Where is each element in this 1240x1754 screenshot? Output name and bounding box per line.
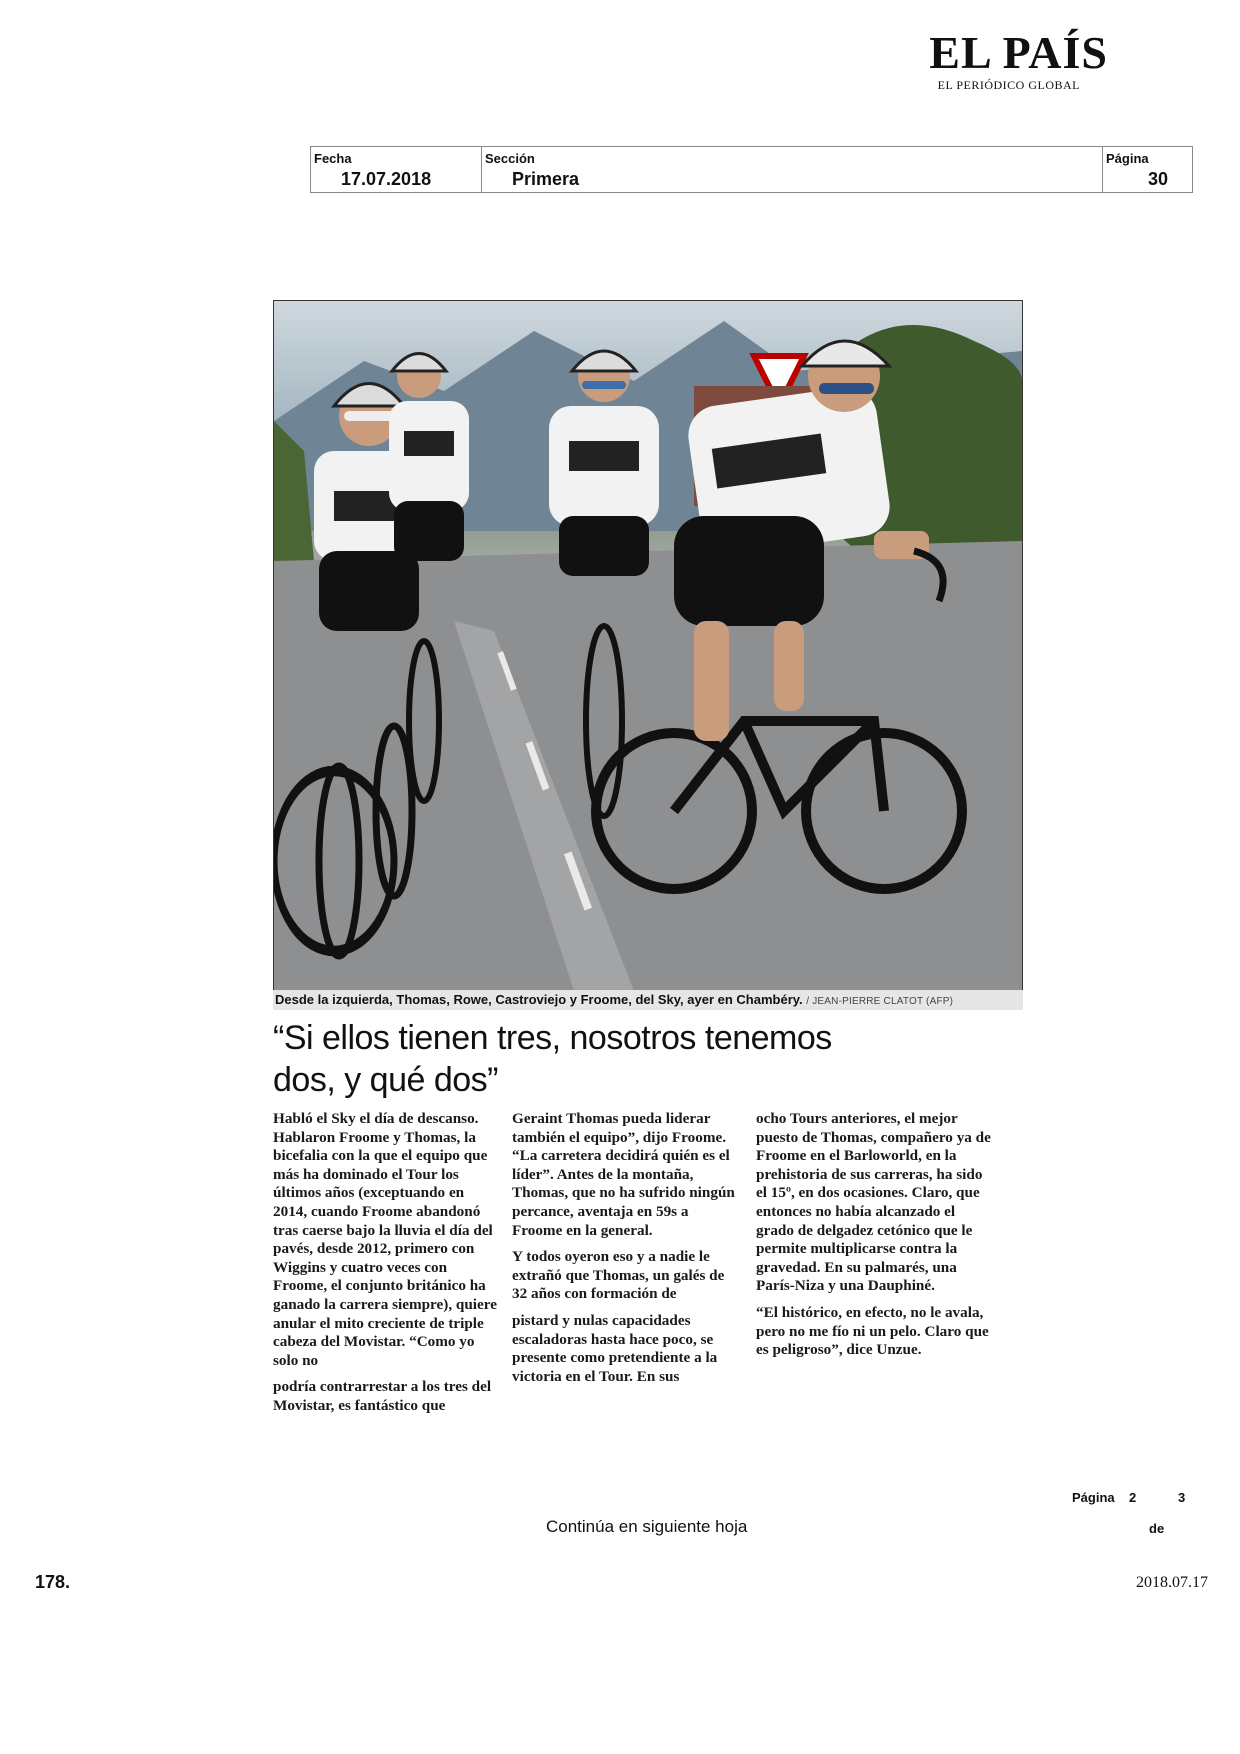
cyclists-illustration xyxy=(274,301,1022,991)
body-paragraph: Geraint Thomas pueda liderar también el equipo”, dijo Froome. “La carretera decidirá quién es el líder”. Antes de la montaña, Thomas, que no ha sufrido ningún percance, aventaja en 59s a Froome en la general. xyxy=(512,1110,735,1239)
photo-credit: / JEAN-PIERRE CLATOT (AFP) xyxy=(806,996,954,1007)
body-column-2 xyxy=(512,1110,738,1394)
footer-date: 2018.07.17 xyxy=(1136,1574,1208,1591)
body-paragraph: pistard y nulas capacidades escaladoras hasta hace poco, se presente como pretendiente a la victoria en el Tour. En sus xyxy=(512,1311,718,1385)
caption-text: Desde la izquierda, Thomas, Rowe, Castroviejo y Froome, del Sky, ayer en Chambéry. xyxy=(275,992,803,1007)
body-paragraph: podría contrarrestar a los tres del Movistar, es fantástico que xyxy=(273,1378,492,1414)
clipping-info-box xyxy=(310,146,1193,193)
newspaper-tagline: EL PERIÓDICO GLOBAL xyxy=(937,78,1080,92)
newspaper-logo: EL PAÍS xyxy=(929,27,1108,78)
pagination-of: de xyxy=(1149,1521,1165,1536)
body-paragraph: “El histórico, en efecto, no le avala, pero no me fío ni un pelo. Claro que es peligroso”, dice Unzue. xyxy=(756,1303,989,1359)
body-paragraph: ocho Tours anteriores, el mejor puesto de Thomas, compañero ya de Froome en el Barloworld, en la prehistoria de sus carreras, ha sido el 15º, en dos ocasiones. Claro, que entonces no había alcanzado el grado de delgadez cetónico que le permite multiplicarse contra la gravedad. En su palmarés, una París-Niza y una Dauphiné. xyxy=(756,1110,991,1295)
article-headline: “Si ellos tienen tres, nosotros tenemos dos, y qué dos” xyxy=(273,1019,832,1099)
body-column-3 xyxy=(756,1110,991,1368)
footer-number: 178. xyxy=(35,1572,71,1592)
pagination-label: Página xyxy=(1072,1490,1115,1505)
photo-caption xyxy=(273,990,1023,1010)
pagina-cell xyxy=(1103,147,1192,192)
seccion-label: Sección xyxy=(485,151,535,166)
pagina-value: 30 xyxy=(1148,169,1169,189)
body-paragraph: Habló el Sky el día de descanso. Hablaron Froome y Thomas, la bicefalia con la que el equipo que más ha dominado el Tour los últimos años (exceptuando en 2014, cuando Froome abandonó tras caerse bajo la lluvia el día del pavés, desde 2012, primero con Wiggins y cuatro veces con Froome, el conjunto británico ha ganado la carrera siempre), quiere anular el mito creciente de triple cabeza del Movistar. “Como yo solo no xyxy=(273,1110,497,1369)
cyclists-photo xyxy=(273,300,1023,992)
masthead xyxy=(929,27,1108,93)
continued-note: Continúa en siguiente hoja xyxy=(546,1517,748,1536)
pagination-current: 2 xyxy=(1129,1490,1137,1505)
fecha-cell xyxy=(311,147,482,192)
fecha-label: Fecha xyxy=(314,151,352,166)
fecha-value: 17.07.2018 xyxy=(341,169,432,189)
pagina-label: Página xyxy=(1106,151,1149,166)
body-column-1 xyxy=(273,1110,501,1424)
seccion-value: Primera xyxy=(512,169,580,189)
body-paragraph: Y todos oyeron eso y a nadie le extrañó que Thomas, un galés de 32 años con formación de xyxy=(512,1248,725,1303)
seccion-cell xyxy=(482,147,1103,192)
pagination-total: 3 xyxy=(1178,1490,1186,1505)
